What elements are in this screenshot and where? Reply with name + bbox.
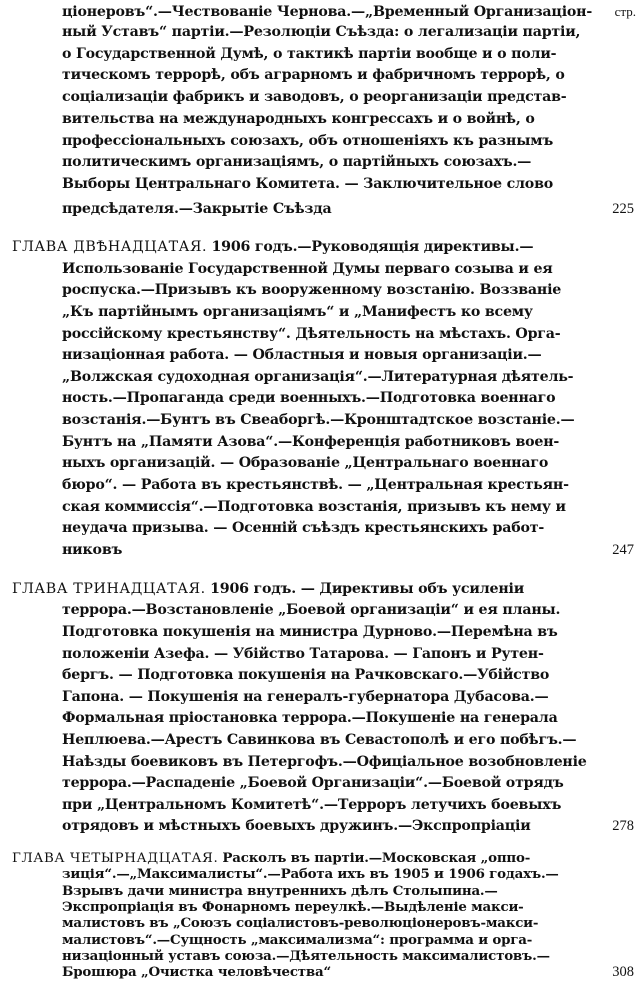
entry-line: низаціонный уставъ союза.—Дѣятельность максималистовъ.—	[62, 947, 550, 964]
entry-line: соціализаціи фабрикъ и заводовъ, о реорганизаціи представ-	[62, 89, 567, 105]
entry-line: неудача призыва. — Осенній съѣздъ крестьянскихъ работ-	[62, 520, 545, 536]
entry-line: Использованіе Государственной Думы перваго созыва и ея	[62, 261, 553, 277]
entry-line: ный Уставъ“ партіи.—Резолюціи Съѣзда: о легализаціи партіи,	[62, 24, 581, 40]
entry-line: Выборы Центральнаго Комитета. — Заключительное слово	[62, 176, 553, 192]
entry-line: низаціонная работа. — Областныя и новыя организаціи.—	[62, 347, 542, 363]
entry-line: Взрывъ дачи министра внутреннихъ дѣлъ Столыпина.—	[62, 882, 498, 899]
chapter-heading-line	[12, 579, 524, 599]
entry-line: зиція“.—„Максималисты“.—Работа ихъ въ 1905 и 1906 годахъ.—	[62, 866, 559, 883]
chapter-title: ГЛАВА ТРИНАДЦАТАЯ.	[12, 581, 206, 597]
entry-line: ціонеровъ“.—Чествованіе Чернова.—„Временный Организаціон-	[62, 4, 593, 20]
entry-line: отрядовъ и мѣстныхъ боевыхъ дружинъ.—Экспропріаціи	[62, 818, 531, 834]
entry-line: политическимъ организаціямъ, о партійныхъ союзахъ.—	[62, 154, 532, 170]
entry-line: Расколъ въ партіи.—Московская „оппо-	[222, 850, 531, 866]
entry-line: террора.—Возстановленіе „Боевой организаціи“ и ея планы.	[62, 602, 561, 618]
entry-line: малистовъ въ „Союзъ соціалистовъ-революціонеровъ-макси-	[62, 915, 539, 932]
entry-line: ныхъ организацій. — Образованіе „Центральнаго военнаго	[62, 455, 549, 471]
chapter-title: ГЛАВА ДВѢНАДЦАТАЯ.	[12, 239, 208, 255]
entry-line: ность.—Пропаганда среди военныхъ.—Подготовка военнаго	[62, 390, 556, 406]
entry-line: ская коммиссія“.—Подготовка возстанія, призывъ къ нему и	[62, 499, 566, 515]
entry-line: при „Центральномъ Комитетѣ“.—Терроръ летучихъ боевыхъ	[62, 797, 562, 813]
page-number: 247	[612, 542, 634, 558]
entry-line: бюро“. — Работа въ крестьянствѣ. — „Центральная крестьян-	[62, 477, 569, 493]
entry-line: „Волжская судоходная организація“.—Литературная дѣятель-	[62, 369, 574, 385]
page-column-label: стр.	[614, 4, 636, 19]
entry-line: россійскому крестьянству“. Дѣятельность на мѣстахъ. Орга-	[62, 326, 561, 342]
entry-line: о Государственной Думѣ, о тактикѣ партіи вообще и о поли-	[62, 46, 557, 62]
entry-line: вительства на международныхъ конгрессахъ и о войнѣ, о	[62, 111, 535, 127]
chapter-heading-line	[12, 237, 533, 257]
entry-line: Неплюева.—Арестъ Савинкова въ Севастополѣ и его побѣгъ.—	[62, 732, 577, 748]
entry-line: 1906 годъ. — Директивы объ усиленіи	[210, 581, 525, 597]
entry-line: малистовъ“.—Сущность „максимализма“: программа и орга-	[62, 931, 533, 948]
page-number: 225	[612, 201, 634, 217]
entry-line: бергъ. — Подготовка покушенія на Рачковскаго.—Убійство	[62, 667, 550, 683]
entry-line: Бунтъ на „Памяти Азова“.—Конференція работниковъ воен-	[62, 434, 560, 450]
entry-line: Экспропріація въ Фонарномъ переулкѣ.—Выдѣленіе макси-	[62, 898, 524, 915]
entry-line: предсѣдателя.—Закрытіе Съѣзда	[62, 201, 332, 217]
page-number: 308	[612, 964, 634, 981]
entry-line: Формальная пріостановка террора.—Покушеніе на генерала	[62, 710, 558, 726]
entry-line: Наѣзды боевиковъ въ Петергофъ.—Офиціальное возобновленіе	[62, 754, 587, 770]
chapter-title: ГЛАВА ЧЕТЫРНАДЦАТАЯ.	[12, 851, 219, 866]
entry-line: никовъ	[62, 542, 123, 558]
entry-line: 1906 годъ.—Руководящія директивы.—	[211, 239, 534, 255]
entry-line: профессіональныхъ союзахъ, объ отношеніяхъ къ разнымъ	[62, 133, 554, 149]
entry-line: террора.—Распаденіе „Боевой Организаціи“.—Боевой отрядъ	[62, 775, 564, 791]
entry-line: роспуска.—Призывъ къ вооруженному возстанію. Воззваніе	[62, 282, 562, 298]
entry-line: Брошюра „Очистка человѣчества“	[62, 964, 331, 981]
entry-line: возстанія.—Бунтъ въ Свеаборгѣ.—Кронштадтское возстаніе.—	[62, 412, 575, 428]
entry-line: положеніи Азефа. — Убійство Татарова. — Гапонъ и Рутен-	[62, 646, 544, 662]
entry-line: Гапона. — Покушенія на генералъ-губернатора Дубасова.—	[62, 689, 549, 705]
page-number: 278	[612, 818, 634, 834]
entry-line: тическомъ террорѣ, объ аграрномъ и фабричномъ террорѣ, о	[62, 67, 565, 83]
entry-line: Подготовка покушенія на министра Дурново.—Перемѣна въ	[62, 624, 558, 640]
entry-line: „Къ партійнымъ организаціямъ“ и „Манифестъ ко всему	[62, 304, 533, 320]
chapter-heading-line	[12, 850, 530, 866]
